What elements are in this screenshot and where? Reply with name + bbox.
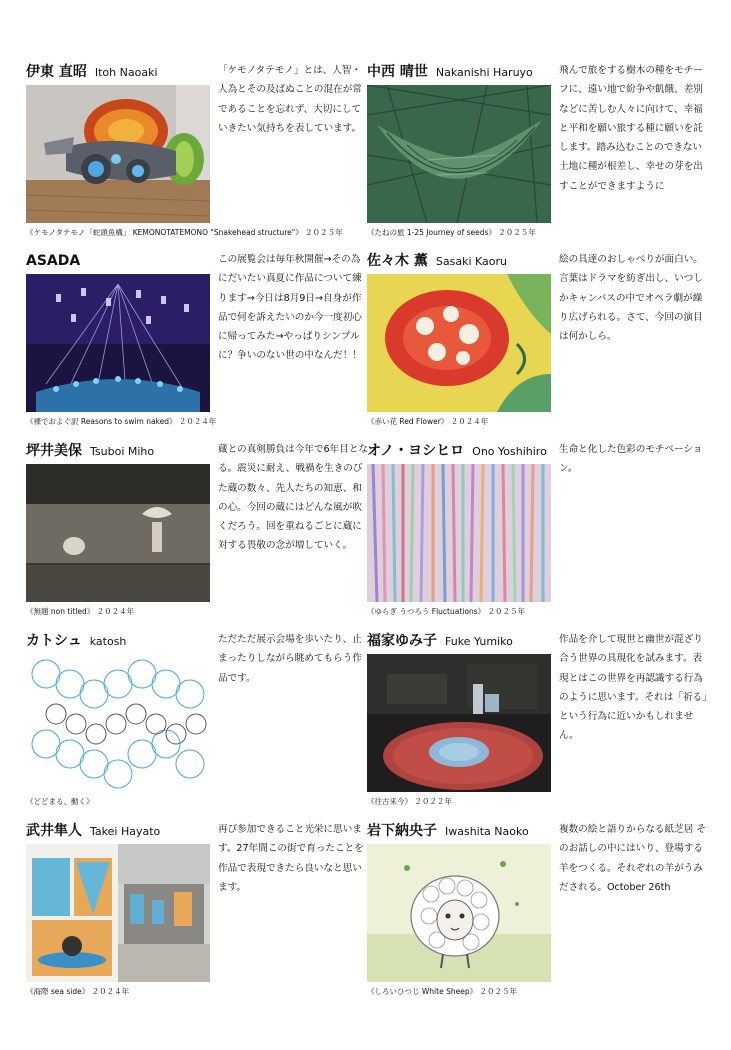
artist-entry-fuke xyxy=(367,630,707,805)
artist-statement: この展覧会は毎年秋開催→その為にだいたい真夏に作品について練ります→今日は8月9日→自身が作品で何を訴えたいのか今一度初心に帰ってみた→やっぱりシンプルに？争いのない世の中なんだ！！ xyxy=(218,254,362,362)
artist-statement: 「ケモノタテモノ」とは、人智・人為とその及ばぬことの混在が常であることを忘れず、大切にしていきたい気持ちを表しています。 xyxy=(218,65,362,134)
artist-name xyxy=(26,820,160,840)
artwork-caption: 《赤い花 Red Flower》 ２０２４年 xyxy=(367,417,489,426)
artist-name xyxy=(26,250,88,269)
artwork-caption: 《往古来今》 ２０２２年 xyxy=(367,797,452,806)
artist-name-en: Iwashita Naoko xyxy=(445,825,529,838)
artist-name-en: Ono Yoshihiro xyxy=(472,445,547,458)
artist-name-jp: 岩下納央子 xyxy=(367,823,437,839)
artwork-image-snakehead-structure xyxy=(26,85,210,223)
artist-name-jp: カトシュ xyxy=(26,633,82,649)
artist-name-en: Fuke Yumiko xyxy=(445,635,513,648)
artwork-image-dodomaru-ugoku xyxy=(26,654,210,792)
artist-name-en: katosh xyxy=(89,635,127,648)
artist-name-jp: オノ・ヨシヒロ xyxy=(367,443,465,459)
artwork-caption: 《無題 non titled》 ２０２４年 xyxy=(26,607,135,616)
artist-statement: 再び参加できること光栄に思います。27年間この街で育ったことを作品で表現できたら良いなと思います。 xyxy=(218,824,364,893)
artist-name-en: Sasaki Kaoru xyxy=(435,255,507,268)
artwork-caption: 《しろいひつじ White Sheep》 ２０２５年 xyxy=(367,987,517,996)
artist-statement: 飛んで旅をする樹木の種をモチーフに、遠い地で紛争や飢餓、差別などに苦しむ人々に向けて、幸福と平和を願い旅する種に願いを託します。踏み込むことのできない土地に種が根差し、幸せの芽を出すことができますように xyxy=(559,65,703,192)
artwork-image-non-titled xyxy=(26,464,210,602)
artist-name-jp: 福家ゆみ子 xyxy=(367,633,437,649)
artist-statement: 絵の具達のおしゃべりが面白い。言葉はドラマを紡ぎ出し、いつしかキャンバスの中でオペラ劇が繰り広げられる。さて、今回の演目は何かしら。 xyxy=(559,254,703,343)
artist-name xyxy=(367,440,547,460)
artist-entry-asada xyxy=(26,250,366,425)
artist-statement: 蔵との真剣勝負は今年で6年目となる。震災に耐え、戦禍を生きのびた蔵の数々、先人たちの知恵、和の心。今回の蔵にはどんな風が吹くだろう。回を重ねるごとに蔵に対する畏敬の念が増していく。 xyxy=(218,444,369,552)
artist-name xyxy=(26,61,158,81)
artist-entry-katosh xyxy=(26,630,366,805)
artist-name-jp: 佐々木 薫 xyxy=(367,253,428,269)
artist-entry-tsuboi xyxy=(26,440,369,616)
artwork-caption: 《裸でおよぐ訳 Reasons to swim naked》 ２０２４年 xyxy=(26,417,217,426)
artwork-caption: 《海際 sea side》 ２０２４年 xyxy=(26,987,130,996)
artist-entry-ono xyxy=(367,440,707,615)
artwork-caption: 《ケモノタテモノ「蛇頭魚構」 KEMONOTATEMONO "Snakehead structure"》 ２０２５年 xyxy=(26,228,343,237)
artist-name-en: Takei Hayato xyxy=(90,825,161,838)
artist-statement: 作品を介して現世と幽世が混ざり合う世界の具現化を試みます。表現とはこの世界を再認識する行為のように思います。それは「祈る」という行為に近いかもしれません。 xyxy=(559,634,707,742)
artwork-image-journey-of-seeds xyxy=(367,85,551,223)
artwork-image-fluctuations xyxy=(367,464,551,602)
artist-statement: 生命と化した色彩のモチベーション。 xyxy=(559,444,703,475)
artist-name-jp: 坪井美保 xyxy=(26,443,82,459)
artist-name xyxy=(367,250,507,270)
artwork-image-sea-side xyxy=(26,844,210,982)
artist-name xyxy=(367,820,529,840)
artist-entry-iwashita xyxy=(367,820,707,995)
artist-name-jp: 伊東 直昭 xyxy=(26,64,87,80)
artist-name xyxy=(26,630,126,650)
artist-name-jp: 武井隼人 xyxy=(26,823,82,839)
artist-name xyxy=(367,630,513,650)
artist-statement: 複数の絵と語りからなる紙芝居 そのお話しの中にはいり、登場する羊をつくる。それぞれの羊がうみだされる。October 26th xyxy=(559,824,706,893)
artwork-caption: 《たねの旅 1-25 Journey of seeds》 ２０２５年 xyxy=(367,228,536,237)
artist-name-en: Tsuboi Miho xyxy=(90,445,155,458)
artist-entry-nakanishi xyxy=(367,61,707,236)
artwork-image-white-sheep xyxy=(367,844,551,982)
artist-name-en: Nakanishi Haruyo xyxy=(435,66,533,79)
artist-name-en: Itoh Naoaki xyxy=(94,66,158,79)
artist-name-jp: ASADA xyxy=(26,253,81,269)
artist-entry-sasaki xyxy=(367,250,707,425)
artist-statement: ただただ展示会場を歩いたり、止まったりしながら眺めてもらう作品です。 xyxy=(218,634,362,684)
artist-name-jp: 中西 晴世 xyxy=(367,64,428,80)
artwork-caption: 《どどまる、動く》 xyxy=(26,797,94,806)
artwork-image-ouko-raikon xyxy=(367,654,551,792)
artwork-image-reasons-to-swim-naked xyxy=(26,274,210,412)
artwork-caption: 《ゆらぎ うつろう Fluctuations》 ２０２５年 xyxy=(367,607,525,616)
artwork-image-red-flower xyxy=(367,274,551,412)
artist-name xyxy=(367,61,533,81)
artist-name xyxy=(26,440,154,460)
artist-entry-takei xyxy=(26,820,366,995)
artist-entry-itoh xyxy=(26,61,366,236)
